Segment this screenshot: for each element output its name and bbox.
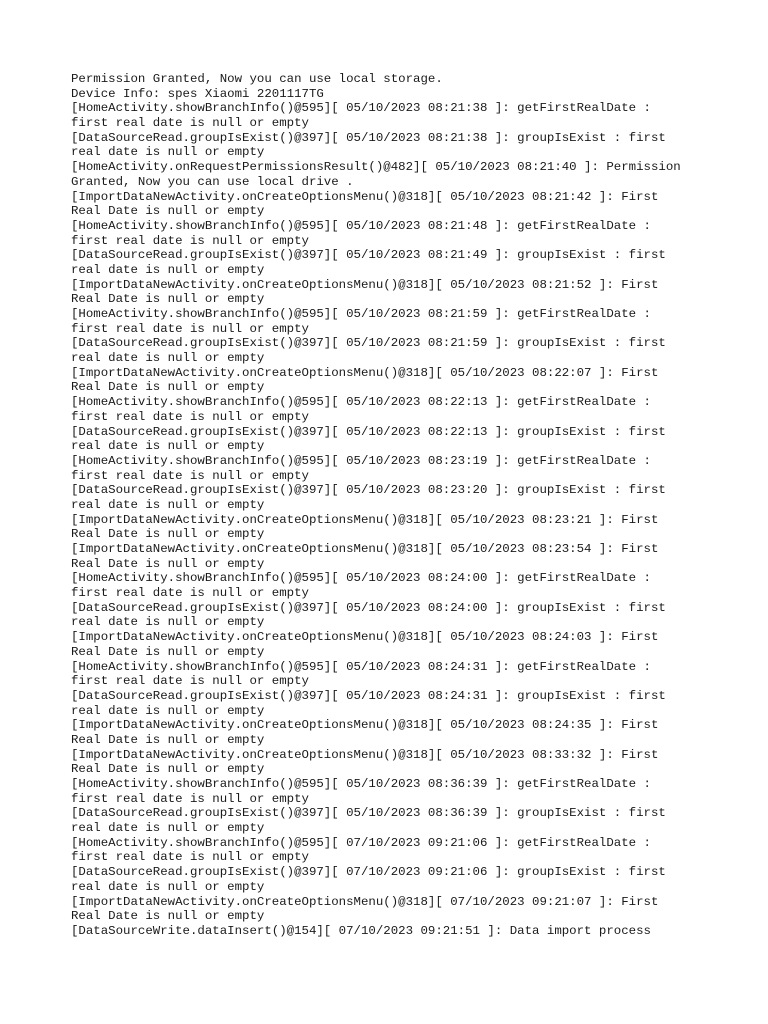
log-line: [HomeActivity.showBranchInfo()@595][ 05/10/2023 08:23:19 ]: getFirstRealDate : xyxy=(71,453,651,468)
log-line: [HomeActivity.showBranchInfo()@595][ 05/10/2023 08:36:39 ]: getFirstRealDate : xyxy=(71,777,651,791)
log-line: [DataSourceRead.groupIsExist()@397][ 05/10/2023 08:21:59 ]: groupIsExist : first xyxy=(71,336,666,351)
log-line: [ImportDataNewActivity.onCreateOptionsMenu()@318][ 05/10/2023 08:23:54 ]: First xyxy=(71,542,659,556)
log-line: real date is null or empty xyxy=(71,145,265,160)
log-line: [DataSourceRead.groupIsExist()@397][ 05/10/2023 08:24:00 ]: groupIsExist : first xyxy=(71,600,666,615)
log-line: Real Date is null or empty xyxy=(71,556,265,571)
log-line: [DataSourceRead.groupIsExist()@397][ 05/10/2023 08:24:31 ]: groupIsExist : first xyxy=(71,688,666,703)
log-line: Real Date is null or empty xyxy=(71,732,265,747)
log-line: first real date is null or empty xyxy=(71,791,309,806)
log-line: real date is null or empty xyxy=(71,615,265,630)
log-text-block xyxy=(71,72,751,939)
log-line: Device Info: spes Xiaomi 2201117TG xyxy=(71,86,324,101)
log-line: [ImportDataNewActivity.onCreateOptionsMenu()@318][ 05/10/2023 08:33:32 ]: First xyxy=(71,747,659,762)
log-line: first real date is null or empty xyxy=(71,850,309,865)
log-line: Real Date is null or empty xyxy=(71,909,265,924)
log-line: [HomeActivity.showBranchInfo()@595][ 05/10/2023 08:21:38 ]: getFirstRealDate : xyxy=(71,101,651,116)
log-line: Real Date is null or empty xyxy=(71,644,265,659)
log-line: [ImportDataNewActivity.onCreateOptionsMenu()@318][ 05/10/2023 08:21:52 ]: First xyxy=(71,277,659,292)
log-line: first real date is null or empty xyxy=(71,321,309,336)
log-line: [DataSourceRead.groupIsExist()@397][ 05/10/2023 08:21:49 ]: groupIsExist : first xyxy=(71,248,666,263)
log-line: [DataSourceWrite.dataInsert()@154][ 07/10/2023 09:21:51 ]: Data import process xyxy=(71,923,651,938)
log-line: Real Date is null or empty xyxy=(71,292,265,307)
log-line: Real Date is null or empty xyxy=(71,527,265,542)
log-line: Granted, Now you can use local drive . xyxy=(71,174,354,189)
log-line: [HomeActivity.showBranchInfo()@595][ 05/10/2023 08:24:31 ]: getFirstRealDate : xyxy=(71,659,651,674)
log-line: real date is null or empty xyxy=(71,821,265,836)
log-line: first real date is null or empty xyxy=(71,233,309,248)
log-line: first real date is null or empty xyxy=(71,409,309,424)
log-line: Permission Granted, Now you can use local storage. xyxy=(71,72,443,86)
log-line: real date is null or empty xyxy=(71,879,265,894)
log-line: [ImportDataNewActivity.onCreateOptionsMenu()@318][ 07/10/2023 09:21:07 ]: First xyxy=(71,894,659,909)
log-line: [DataSourceRead.groupIsExist()@397][ 05/10/2023 08:22:13 ]: groupIsExist : first xyxy=(71,424,666,439)
log-line: [ImportDataNewActivity.onCreateOptionsMenu()@318][ 05/10/2023 08:24:35 ]: First xyxy=(71,718,659,733)
log-line: [ImportDataNewActivity.onCreateOptionsMenu()@318][ 05/10/2023 08:24:03 ]: First xyxy=(71,630,659,645)
log-line: real date is null or empty xyxy=(71,351,265,366)
log-line: [DataSourceRead.groupIsExist()@397][ 05/10/2023 08:36:39 ]: groupIsExist : first xyxy=(71,806,666,821)
log-line: first real date is null or empty xyxy=(71,586,309,601)
log-line: [ImportDataNewActivity.onCreateOptionsMenu()@318][ 05/10/2023 08:22:07 ]: First xyxy=(71,365,659,380)
log-line: first real date is null or empty xyxy=(71,674,309,689)
log-line: real date is null or empty xyxy=(71,497,265,512)
log-line: first real date is null or empty xyxy=(71,116,309,131)
log-line: Real Date is null or empty xyxy=(71,380,265,395)
log-line: [ImportDataNewActivity.onCreateOptionsMenu()@318][ 05/10/2023 08:21:42 ]: First xyxy=(71,189,659,204)
log-line: real date is null or empty xyxy=(71,262,265,277)
log-line: [HomeActivity.showBranchInfo()@595][ 05/10/2023 08:22:13 ]: getFirstRealDate : xyxy=(71,395,651,410)
log-line: [HomeActivity.showBranchInfo()@595][ 05/10/2023 08:24:00 ]: getFirstRealDate : xyxy=(71,571,651,586)
log-line: [HomeActivity.showBranchInfo()@595][ 05/10/2023 08:21:59 ]: getFirstRealDate : xyxy=(71,307,651,321)
log-line: [HomeActivity.onRequestPermissionsResult()@482][ 05/10/2023 08:21:40 ]: Permission xyxy=(71,160,681,175)
log-line: [ImportDataNewActivity.onCreateOptionsMenu()@318][ 05/10/2023 08:23:21 ]: First xyxy=(71,512,659,527)
log-line: Real Date is null or empty xyxy=(71,762,265,777)
log-line: [HomeActivity.showBranchInfo()@595][ 07/10/2023 09:21:06 ]: getFirstRealDate : xyxy=(71,835,651,850)
log-line: first real date is null or empty xyxy=(71,468,309,483)
log-line: real date is null or empty xyxy=(71,439,265,454)
log-line: [HomeActivity.showBranchInfo()@595][ 05/10/2023 08:21:48 ]: getFirstRealDate : xyxy=(71,218,651,233)
log-line: Real Date is null or empty xyxy=(71,204,265,219)
log-line: [DataSourceRead.groupIsExist()@397][ 05/10/2023 08:23:20 ]: groupIsExist : first xyxy=(71,483,666,498)
log-line: [DataSourceRead.groupIsExist()@397][ 07/10/2023 09:21:06 ]: groupIsExist : first xyxy=(71,865,666,880)
log-line: [DataSourceRead.groupIsExist()@397][ 05/10/2023 08:21:38 ]: groupIsExist : first xyxy=(71,130,666,145)
log-line: real date is null or empty xyxy=(71,703,265,718)
